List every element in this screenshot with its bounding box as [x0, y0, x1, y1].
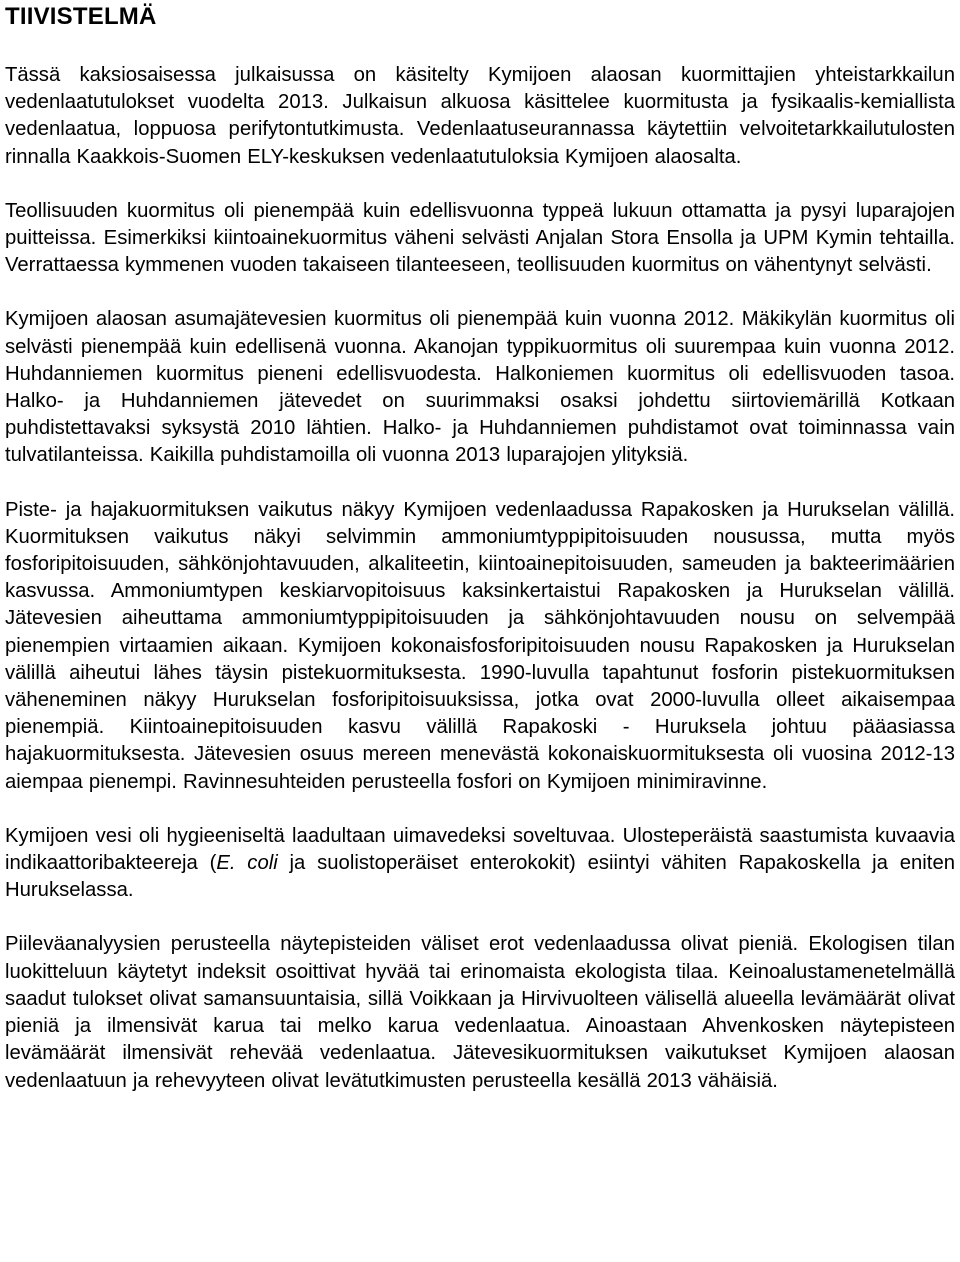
paragraph-5-text-end: ja suolistoperäiset enterokokit) esiintyi vähiten Rapakoskella ja eniten Hurukselassa. — [5, 852, 955, 902]
summary-paragraph-5 — [5, 823, 955, 905]
summary-paragraph-1: Tässä kaksiosaisessa julkaisussa on käsitelty Kymijoen alaosan kuormittajien yhteistarkkailun vedenlaatutulokset vuodelta 2013. Julkaisun alkuosa käsittelee kuormitusta ja fysikaalis-kemiallista vedenlaatua, loppuosa perifytontutkimusta. Vedenlaatuseurannassa käytettiin velvoitetarkkailutulosten rinnalla Kaakkois-Suomen ELY-keskuksen vedenlaatutuloksia Kymijoen alaosalta. — [5, 64, 955, 168]
summary-paragraph-2: Teollisuuden kuormitus oli pienempää kuin edellisvuonna typpeä lukuun ottamatta ja pysyi luparajojen puitteissa. Esimerkiksi kiintoainekuormitus väheni selvästi Anjalan Stora Ensolla ja UPM Kymin tehtailla. Verrattaessa kymmenen vuoden takaiseen tilanteeseen, teollisuuden kuormitus on vähentynyt selvästi. — [5, 199, 955, 277]
summary-paragraph-3: Kymijoen alaosan asumajätevesien kuormitus oli pienempää kuin vuonna 2012. Mäkikylän kuormitus oli selvästi pienempää kuin edellisenä vuonna. Akanojan typpikuormitus oli suurempaa kuin vuonna 2012. Huhdanniemen kuormitus pieneni edellisvuodesta. Halkoniemen kuormitus oli edellisvuoden tasoa. Halko- ja Huhdanniemen jätevedet on suurimmaksi osaksi johdettu siirtoviemärillä Kotkaan puhdistettavaksi syksystä 2010 lähtien. Halko- ja Huhdanniemen puhdistamot ovat toiminnassa vain tulvatilanteissa. Kaikilla puhdistamoilla oli vuonna 2013 luparajojen ylityksiä. — [5, 308, 955, 467]
page-title: TIIVISTELMÄ — [5, 3, 157, 30]
summary-paragraph-6: Piileväanalyysien perusteella näytepisteiden väliset erot vedenlaadussa olivat pieniä. Ekologisen tilan luokitteluun käytetyt indeksit osoittivat hyvää tai erinomaista ekologista tilaa. Keinoalustamenetelmällä saadut tulokset olivat samansuuntaisia, sillä Voikkaan ja Hirvivuolteen välisellä alueella levämäärät olivat pieniä ja ilmensivät karua tai melko karua vedenlaatua. Ainoastaan Ahvenkosken näytepisteen levämäärät ilmensivät rehevää vedenlaatua. Jätevesikuormituksen vaikutukset Kymijoen alaosan vedenlaatuun ja rehevyyteen olivat levätutkimusten perusteella kesällä 2013 vähäisiä. — [5, 933, 955, 1092]
species-name-italic: E. coli — [216, 852, 278, 875]
paragraph-5-text-start: Kymijoen vesi oli hygieeniseltä laadultaan uimavedeksi soveltuvaa. Ulosteperäistä saastumista kuvaavia indikaattoribakteereja ( — [5, 824, 955, 875]
document-page — [5, 0, 955, 1095]
summary-paragraph-4: Piste- ja hajakuormituksen vaikutus näkyy Kymijoen vedenlaadussa Rapakosken ja Hurukselan välillä. Kuormituksen vaikutus näkyi selvimmin ammoniumtyppipitoisuuden nousussa, mutta myös fosforipitoisuuden, sähkönjohtavuuden, alkaliteetin, kiintoainepitoisuuden, sameuden ja bakteerimäärien kasvussa. Ammoniumtypen keskiarvopitoisuus kaksinkertaistui Rapakosken ja Hurukselan välillä. Jätevesien aiheuttama ammoniumtyppipitoisuuden ja sähkönjohtavuuden nousu on selvempää pienempien virtaamien aikaan. Kymijoen kokonaisfosforipitoisuuden nousu Rapakosken ja Hurukselan välillä aiheutui lähes täysin pistekuormituksesta. 1990-luvulla tapahtunut fosforin pistekuormituksen väheneminen näkyy Hurukselan fosforipitoisuuksissa, jotka ovat 2000-luvulla olleet aikaisempaa pienempiä. Kiintoainepitoisuuden kasvu välillä Rapakoski - Huruksela johtuu pääasiassa hajakuormituksesta. Jätevesien osuus mereen menevästä kokonaiskuormituksesta oli vuosina 2012-13 aiempaa pienempi. Ravinnesuhteiden perusteella fosfori on Kymijoen minimiravinne. — [5, 498, 955, 793]
